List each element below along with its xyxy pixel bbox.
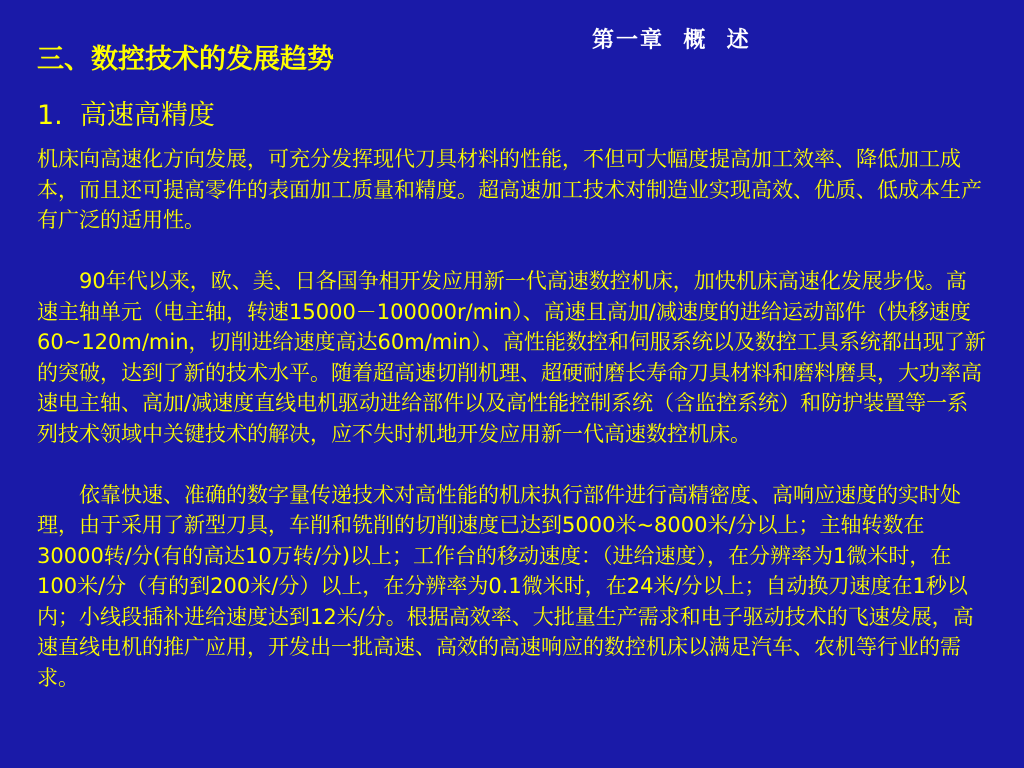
body-text bbox=[37, 144, 987, 693]
paragraph-spacer bbox=[37, 236, 987, 267]
paragraph-development: 90年代以来，欧、美、日各国争相开发应用新一代高速数控机床，加快机床高速化发展步伐。高速主轴单元（电主轴，转速15000－100000r/min）、高速且高加/减速度的进给运动部件（快移速度60~120m/min，切削进给速度高达60m/min）、高性能数控和伺服系统以及数控工具系统都出现了新的突破，达到了新的技术水平。随着超高速切削机理、超硬耐磨长寿命刀具材料和磨料磨具，大功率高速电主轴、高加/减速度直线电机驱动进给部件以及高性能控制系统（含监控系统）和防护装置等一系列技术领域中关键技术的解决，应不失时机地开发应用新一代高速数控机床。 bbox=[37, 269, 986, 446]
paragraph-performance: 依靠快速、准确的数字量传递技术对高性能的机床执行部件进行高精密度、高响应速度的实时处理，由于采用了新型刀具，车削和铣削的切削速度已达到5000米~8000米/分以上；主轴转数在30000转/分(有的高达10万转/分)以上；工作台的移动速度：（进给速度），在分辨率为1微米时，在100米/分（有的到200米/分）以上，在分辨率为0.1微米时，在24米/分以上；自动换刀速度在1秒以内；小线段插补进给速度达到12米/分。根据高效率、大批量生产需求和电子驱动技术的飞速发展，高速直线电机的推广应用，开发出一批高速、高效的高速响应的数控机床以满足汽车、农机等行业的需求。 bbox=[37, 482, 974, 690]
chapter-heading: 第一章 概 述 bbox=[592, 28, 751, 53]
paragraph-spacer bbox=[37, 449, 987, 480]
section-title: 三、数控技术的发展趋势 bbox=[37, 44, 334, 75]
paragraph-intro: 机床向高速化方向发展，可充分发挥现代刀具材料的性能，不但可大幅度提高加工效率、降低加工成本，而且还可提高零件的表面加工质量和精度。超高速加工技术对制造业实现高效、优质、低成本生产有广泛的适用性。 bbox=[37, 147, 982, 232]
subsection-title: 1. 高速高精度 bbox=[37, 100, 215, 131]
